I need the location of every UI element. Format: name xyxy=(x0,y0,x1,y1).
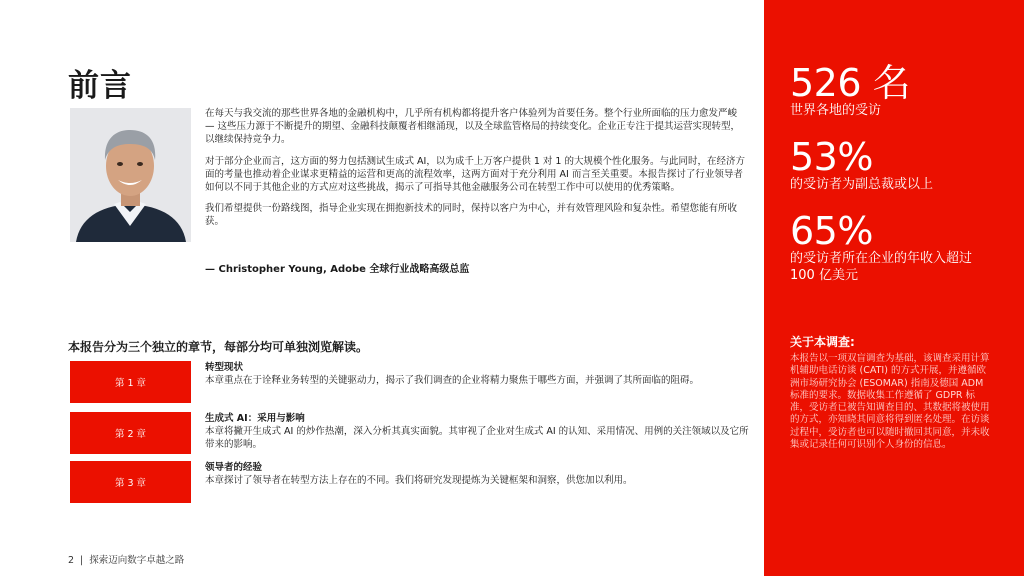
about-survey-text: 本报告以一项双盲调查为基础，该调查采用计算机辅助电话访谈 (CATI) 的方式开展，并遵循欧洲市场研究协会 (ESOMAR) 指南及德国 ADM 标准的要求。数据收集工作遵循了 GDPR 标准，受访者已被告知调查目的、其数据将被使用的方式，亦知晓其同意将得到匿名处理。在访谈过程中，受访者也可以随时撤回其同意，并未收集或记录任何可识别个人身份的信息。 xyxy=(790,353,990,451)
stat-revenue xyxy=(790,209,1000,284)
stat-vp-level xyxy=(790,135,934,193)
author-signature: — Christopher Young, Adobe 全球行业战略高级总监 xyxy=(205,264,470,275)
chapter-3-button[interactable]: 第 3 章 xyxy=(70,461,191,503)
intro-paragraph: 对于部分企业而言，这方面的努力包括测试生成式 AI，以为成千上万客户提供 1 对 1 的大规模个性化服务。与此同时，在经济方面的考量也推动着企业谋求更精益的运营和更高的流程效率，这两方面对于充分利用 AI 而言至关重要。本报告探讨了行业领导者如何以不同于其他企业的方式应对这些挑战，揭示了可指导其他金融服务公司在转型工作中可以使用的优秀策略。 xyxy=(205,155,745,194)
stat-respondents xyxy=(790,61,911,119)
chapter-title: 领导者的经验 xyxy=(205,462,263,473)
stat-label: 的受访者为副总裁或以上 xyxy=(790,177,934,192)
chapter-3-text xyxy=(205,461,750,487)
page-footer xyxy=(68,552,184,566)
stat-value: 65% xyxy=(790,209,873,253)
footer-doc-title: 探索迈向数字卓越之路 xyxy=(89,555,185,566)
chapter-title: 生成式 AI：采用与影响 xyxy=(205,413,305,424)
chapter-description: 本章重点在于诠释业务转型的关键驱动力，揭示了我们调查的企业将精力聚焦于哪些方面，并强调了其所面临的阻碍。 xyxy=(205,375,700,386)
portrait-image xyxy=(70,108,191,242)
chapter-2-text xyxy=(205,412,750,451)
stat-value: 53% xyxy=(790,135,873,179)
intro-paragraph: 在每天与我交流的那些世界各地的金融机构中，几乎所有机构都将提升客户体验列为首要任务。整个行业所面临的压力愈发严峻 — 这些压力源于不断提升的期望、金融科技颠覆者相继涌现，以及全球监管格局的持续变化。企业正专注于提其运营实现转型，以继续保持竞争力。 xyxy=(205,108,741,146)
about-survey-heading: 关于本调查: xyxy=(790,335,855,349)
chapter-1-button[interactable]: 第 1 章 xyxy=(70,361,191,403)
stat-value: 526 名 xyxy=(790,61,911,105)
sections-heading: 本报告分为三个独立的章节，每部分均可单独浏览解读。 xyxy=(68,340,369,354)
chapter-row xyxy=(70,461,750,503)
chapter-description: 本章将撇开生成式 AI 的炒作热潮，深入分析其真实面貌。其审视了企业对生成式 AI 的认知、采用情况、用例的关注领域以及它所带来的影响。 xyxy=(205,426,749,450)
stats-sidebar xyxy=(764,0,1024,576)
chapter-1-text xyxy=(205,361,750,387)
intro-paragraph: 我们希望提供一份路线图，指导企业实现在拥抱新技术的同时，保持以客户为中心，并有效管理风险和复杂性。希望您能有所收获。 xyxy=(205,203,738,228)
page-title: 前言 xyxy=(68,68,132,104)
page-number: 2 xyxy=(68,555,75,566)
stat-label: 世界各地的受访 xyxy=(790,103,882,118)
footer-separator: | xyxy=(80,555,84,566)
stat-label: 的受访者所在企业的年收入超过 100 亿美元 xyxy=(790,251,973,283)
chapter-row xyxy=(70,361,750,403)
intro-text xyxy=(205,107,745,237)
chapter-title: 转型现状 xyxy=(205,362,244,373)
chapter-row xyxy=(70,412,750,454)
author-portrait xyxy=(70,108,191,242)
chapter-2-button[interactable]: 第 2 章 xyxy=(70,412,191,454)
chapter-description: 本章探讨了领导者在转型方法上存在的不同。我们将研究发现提炼为关键框架和洞察，供您加以利用。 xyxy=(205,475,633,486)
